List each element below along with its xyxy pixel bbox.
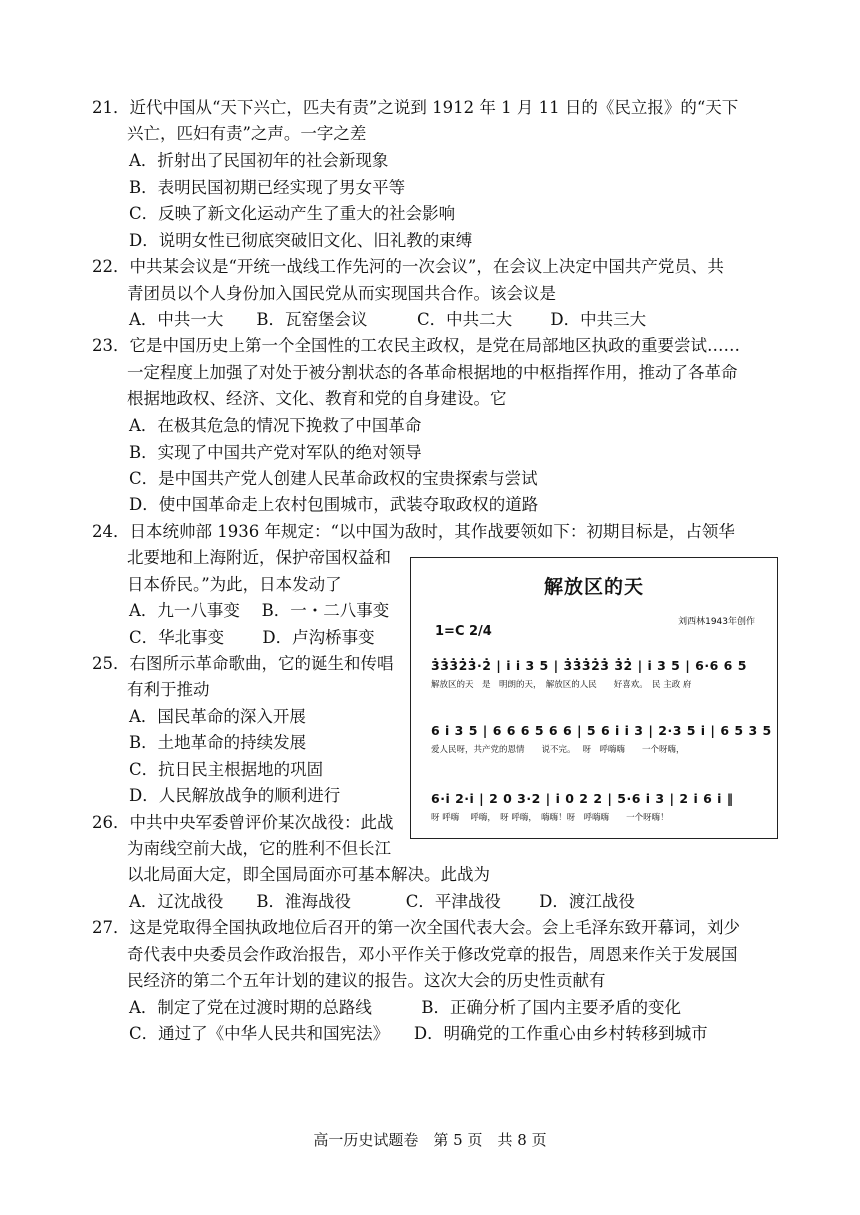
q24-options-cd: C．华北事变 D．卢沟桥事变 xyxy=(129,628,375,647)
song-score-figure xyxy=(410,557,778,839)
q24-options-ab: A．九一八事变 B．一・二八事变 xyxy=(129,601,390,620)
q23-option-a: A．在极其危急的情况下挽救了中国革命 xyxy=(129,416,422,435)
q24-stem-line2: 北要地和上海附近，保护帝国权益和 xyxy=(127,548,391,567)
q24-stem-line1: 24．日本统帅部 1936 年规定：“以中国为敌时，其作战要领如下：初期目标是，占领华 xyxy=(92,522,735,541)
q21-stem-line2: 兴亡，匹妇有责”之声。一字之差 xyxy=(127,124,367,143)
q26-stem-line1: 26．中共中央军委曾评价某次战役：此战 xyxy=(92,813,394,832)
q27-stem-line1: 27．这是党取得全国执政地位后召开的第一次全国代表大会。会上毛泽东致开幕词，刘少 xyxy=(92,918,740,937)
q23-option-d: D．使中国革命走上农村包围城市，武装夺取政权的道路 xyxy=(129,495,539,514)
song-author: 刘西林1943年创作 xyxy=(678,617,755,627)
q25-option-a: A．国民革命的深入开展 xyxy=(129,707,306,726)
score-lyrics-row-3: 呀 呼嗨 呼嗨， 呀 呼嗨， 嗨嗨！呀 呼嗨嗨 一个呀嗨！ xyxy=(431,813,669,823)
score-notes-row-3: 6·i 2·i | 2 0 3·2 | i 0 2 2 | 5·6 i 3 | 2 i 6 i ‖ xyxy=(431,791,734,806)
q25-option-c: C．抗日民主根据地的巩固 xyxy=(129,760,324,779)
q25-option-b: B．土地革命的持续发展 xyxy=(129,733,307,752)
q26-stem-line2: 为南线空前大战，它的胜利不但长江 xyxy=(127,839,391,858)
score-notes-row-1: 3̇3̇3̇2̇3̇·2̇ | i i 3 5 | 3̇3̇3̇2̇3̇ 3̇2̇ | i 3 5 | 6·6 6 5 xyxy=(431,658,747,673)
q25-stem-line1: 25．右图所示革命歌曲，它的诞生和传唱 xyxy=(92,654,394,673)
q21-option-b: B．表明民国初期已经实现了男女平等 xyxy=(129,178,406,197)
q26-options: A．辽沈战役 B．淮海战役 C．平津战役 D．渡江战役 xyxy=(129,892,635,911)
q27-stem-line3: 民经济的第二个五年计划的建议的报告。这次大会的历史性贡献有 xyxy=(127,971,606,990)
q23-stem-line2: 一定程度上加强了对处于被分割状态的各革命根据地的中枢指挥作用，推动了各革命 xyxy=(127,363,738,382)
q23-option-c: C．是中国共产党人创建人民革命政权的宝贵探索与尝试 xyxy=(129,469,538,488)
q27-options-ab: A．制定了党在过渡时期的总路线 B．正确分析了国内主要矛盾的变化 xyxy=(129,998,682,1017)
q22-stem-line2: 青团员以个人身份加入国民党从而实现国共合作。该会议是 xyxy=(127,284,556,303)
q22-options: A．中共一大 B．瓦窑堡会议 C．中共二大 D．中共三大 xyxy=(129,310,647,329)
q26-stem-line3: 以北局面大定，即全国局面亦可基本解决。此战为 xyxy=(127,865,490,884)
q25-option-d: D．人民解放战争的顺利进行 xyxy=(129,786,341,805)
q23-option-b: B．实现了中国共产党对军队的绝对领导 xyxy=(129,443,422,462)
score-lyrics-row-2: 爱人民呀，共产党的恩情 说不完。 呀 呼嗨嗨 一个呀嗨， xyxy=(431,745,685,755)
q21-option-a: A．折射出了民国初年的社会新现象 xyxy=(129,151,389,170)
q21-option-d: D．说明女性已彻底突破旧文化、旧礼教的束缚 xyxy=(129,231,473,250)
q27-stem-line2: 奇代表中央委员会作政治报告，邓小平作关于修改党章的报告，周恩来作关于发展国 xyxy=(127,945,738,964)
score-notes-row-2: 6 i 3 5 | 6 6 6 5 6 6 | 5 6 i i 3 | 2·3 5 i | 6 5 3 5 xyxy=(431,723,772,738)
q24-stem-line3: 日本侨民。”为此，日本发动了 xyxy=(127,575,342,594)
q27-options-cd: C．通过了《中华人民共和国宪法》 D．明确党的工作重心由乡村转移到城市 xyxy=(129,1024,708,1043)
q22-stem-line1: 22．中共某会议是“开统一战线工作先河的一次会议”，在会议上决定中国共产党员、共 xyxy=(92,257,724,276)
q23-stem-line3: 根据地政权、经济、文化、教育和党的自身建设。它 xyxy=(127,389,507,408)
song-key: 1=C 2/4 xyxy=(435,624,492,639)
q25-stem-line2: 有利于推动 xyxy=(127,680,210,699)
q21-option-c: C．反映了新文化运动产生了重大的社会影响 xyxy=(129,204,456,223)
q23-stem-line1: 23．它是中国历史上第一个全国性的工农民主政权，是党在局部地区执政的重要尝试…… xyxy=(92,336,740,355)
song-title: 解放区的天 xyxy=(543,576,644,598)
page-footer: 高一历史试题卷 第 5 页 共 8 页 xyxy=(313,1131,547,1149)
q21-stem-line1: 21．近代中国从“天下兴亡，匹夫有责”之说到 1912 年 1 月 11 日的《民立报》的“天下 xyxy=(92,98,739,117)
score-lyrics-row-1: 解放区的天 是 明朗的天， 解放区的人民 好喜欢。 民 主政 府 xyxy=(431,680,692,690)
